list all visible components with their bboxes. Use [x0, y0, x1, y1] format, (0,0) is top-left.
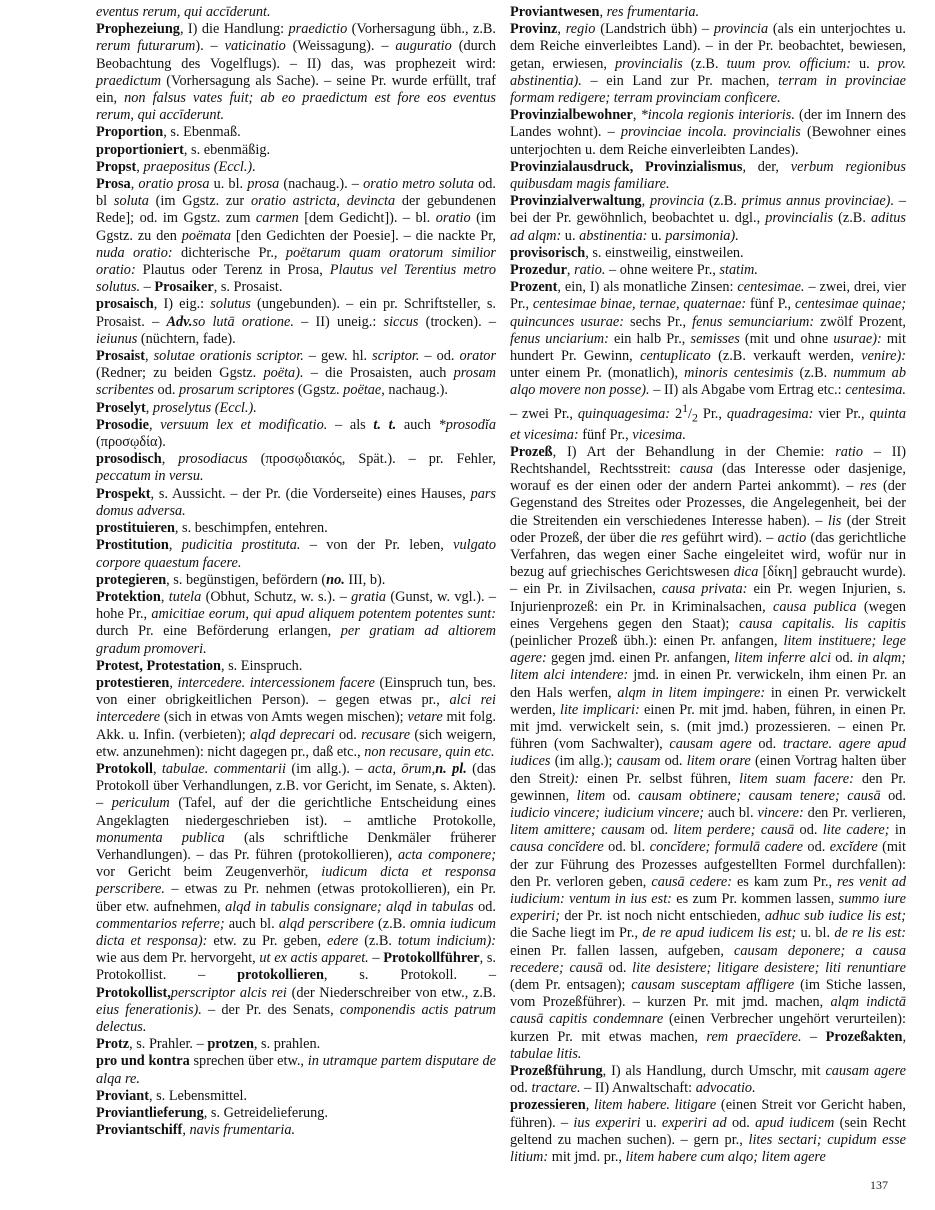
- dictionary-entry: eventus rerum, qui accīderunt.: [96, 4, 271, 20]
- dictionary-entry: Provinzialbewohner, *incola regionis interioris. (der im Innern des Landes wohnt). – provinciae incola. provincialis (Bewohner eines unterjochten u. dem Reiche einverleibten Landes).: [510, 107, 907, 158]
- dictionary-entry: Proviantlieferung, s. Getreidelieferung.: [96, 1105, 329, 1121]
- dictionary-entry: Prostitution, pudicitia prostituta. – von der Pr. leben, vulgato corpore quaestum facere.: [96, 537, 496, 571]
- dictionary-entry: Proviantwesen, res frumentaria.: [510, 4, 700, 20]
- dictionary-entry: provisorisch, s. einstweilig, einstweilen.: [510, 244, 744, 261]
- dictionary-entry: pro und kontra sprechen über etw., in utramque partem disputare de alqa re.: [96, 1053, 496, 1087]
- dictionary-entry: Prozedur, ratio. – ohne weitere Pr., statim.: [510, 262, 758, 279]
- dictionary-entry: Proviant, s. Lebensmittel.: [96, 1087, 248, 1104]
- dictionary-entry: prosodisch, prosodiacus (προσῳδιακός, Spät.). – pr. Fehler, peccatum in versu.: [96, 451, 496, 485]
- dictionary-entry: prosaisch, I) eig.: solutus (ungebunden). – ein pr. Schriftsteller, s. Prosaist. – Adv.so lutā oratione. – II) uneig.: siccus (trocken). – ieiunus (nüchtern, fade).: [96, 296, 497, 347]
- dictionary-entry: Proportion, s. Ebenmaß.: [96, 124, 241, 141]
- dictionary-entry: prozessieren, litem habere. litigare (einen Streit vor Gericht haben, führen). – ius experiri u. experiri ad od. apud iudicem (sein Recht geltend zu machen suchen). – gern pr., lites sectari; cupidum esse litium: mit jmd. pr., litem habere cum alqo; litem agere: [510, 1097, 907, 1166]
- left-column: [96, 4, 496, 1139]
- dictionary-entry: Protz, s. Prahler. – protzen, s. prahlen.: [96, 1036, 321, 1053]
- dictionary-entry: Provinzialausdruck, Provinzialismus, der, verbum regionibus quibusdam magis familiare.: [510, 158, 906, 193]
- dictionary-entry: Provinz, regio (Landstrich übh) – provincia (als ein unterjochtes u. dem Reiche einverleibtes Land). – in der Pr. beobachtet, bewiesen, getan, erwiesen, provincialis (z.B. tuum prov. officium: u. prov. abstinentia). – ein Land zur Pr. machen, terram in provinciae formam redigere; terram provinciam conficere.: [510, 21, 907, 107]
- dictionary-entry: Prosa, oratio prosa u. bl. prosa (nachaug.). – oratio metro soluta od. bl soluta (im Ggstz. zur oratio astricta, devincta der gebundenen Rede]; od. im Ggstz. zum carmen [dem Gedicht]). – bl. oratio (im Ggstz. zu den poëmata [den Gedichten der Poesie]. – die nackte Pr, nuda oratio: dichterische Pr., poëtarum quam oratorum similior oratio: Plautus oder Terenz in Prosa, Plautus vel Terentius metro solutus. – Prosaiker, s. Prosaist.: [96, 176, 496, 296]
- dictionary-entry: protestieren, intercedere. intercessionem facere (Einspruch tun, bes. von einer obrigkeitlichen Person). – gegen etwas pr., alci rei intercedere (sich in etwas von Amts wegen mischen); vetare mit folg. Akk. u. Infin. (verbieten); alqd deprecari od. recusare (sich weigern, etw. anzunehmen): nicht dagegen pr., daß etc., non recusare, quin etc.: [96, 674, 496, 760]
- dictionary-entry: Protokoll, tabulae. commentarii (im allg.). – acta, ōrum,n. pl. (das Protokoll über Verhandlungen, z.B. vor Gericht, im Senate, s. Akten). – periculum (Tafel, auf der die gerichtliche Entscheidung eines Angeklagten niedergeschrieben ist). – amtliche Protokolle, monumenta publica (als schriftliche Denkmäler früherer Verhandlungen). – das Pr. führen (protokollieren), acta componere; vor Gericht beim Zeugenverhör, iudicum dicta et responsa perscribere. – etwas zu Pr. nehmen (etwas protokollieren), ein Pr. über etw. aufnehmen, alqd in tabulis consignare; alqd in tabulas od. commentarios referre; auch bl. alqd perscribere (z.B. omnia iudicum dicta et responsa): etw. zu Pr. geben, edere (z.B. totum indicium): wie aus dem Pr. hervorgeht, ut ex actis apparet. – Protokollführer, s. Protokollist. – protokollieren, s. Protokoll. – Protokollist,perscriptor alcis rei (der Niederschreiber von etw., z.B. eius fenerationis). – der Pr. des Senats, componendis actis patrum delectus.: [96, 760, 497, 1035]
- dictionary-entry: Protektion, tutela (Obhut, Schutz, w. s.). – gratia (Gunst, w. vgl.). – hohe Pr., amicitiae eorum, qui apud aliquem potentem potentes sunt: durch Pr. eine Beförderung erlangen, per gratiam ad altiorem gradum promoveri.: [96, 588, 496, 657]
- page-number: 137: [870, 1178, 888, 1192]
- dictionary-entry: prostituieren, s. beschimpfen, entehren.: [96, 520, 328, 537]
- dictionary-entry: Prozeß, I) Art der Behandlung in der Chemie: ratio – II) Rechtshandel, Rechtsstreit: causa (das Interesse oder dasjenige, worauf es der einen oder der andern Partei ankommt). – res (der Gegenstand des Streites oder Prozesses, die Angelegenheit, bei der die Streitenden ein verschiedenes Interesse haben). – lis (der Streit oder Prozeß, der über die res geführt wird). – actio (das gerichtliche Verfahren, das wegen einer Sache eingeleitet wird, wofür nur in bezug auf griechisches Gerichtswesen dica [δίκη] gebraucht wurde). – ein Pr. in Zivilsachen, causa privata: ein Pr. wegen Injurien, s. Injurienprozeß: ein Pr. in Kriminalsachen, causa publica (wegen eines Vergehens gegen den Staat); causa capitalis. lis capitis (peinlicher Prozeß übh.): einen Pr. anfangen, litem instituere; lege agere: gegen jmd. einen Pr. anfangen, litem inferre alci od. in alqm; litem alci intendere: jmd. in einen Pr. verwickeln, ihm einen Pr. an den Hals werfen, alqm in litem impingere: in einen Pr. verwickelt werden, lite implicari: einen Pr. mit jmd. haben, führen, in einen Pr. mit jmd. verwickelt sein, s. (mit jmd.) prozessieren. – einen Pr. führen (vom Sachwalter), causam agere od. tractare. agere apud iudices (im allg.); causam od. litem orare (einen Vortrag halten über den Streit): einen Pr. selbst führen, litem suam facere: den Pr. gewinnen, litem od. causam obtinere; causam tenere; causā od. iudicio vincere; iudicium vincere; auch bl. vincere: den Pr. verlieren, litem amittere; causam od. litem perdere; causā od. lite cadere; in causa concĭdere od. bl. concĭdere; formulā cadere od. excĭdere (mit der zur Führung des Prozesses aufgestellten Formel durchfallen): den Pr. verloren geben, causā cedere: es kam zum Pr., res venit ad iudicium: ventum in ius est: es zum Pr. kommen lassen, summo iure experiri; der Pr. ist noch nicht entschieden, adhuc sub iudice lis est; die Sache liegt im Pr., de re apud iudicem lis est; u. bl. de re lis est: einen Pr. fallen lassen, aufgeben, causam deponere; a causa recedere; causā od. lite desistere; litigare desistere; liti renuntiare (dem Pr. entsagen); causam susceptam affligere (im Stiche lassen, vom Prozeßführer). – kurzen Pr. mit jmd. machen, alqm indictā causā capitis condemnare (einen Verbrecher ungehört verurteilen): kurzen Pr. mit etwas machen, rem praecīdere. – Prozeßakten, tabulae litis.: [510, 443, 907, 1062]
- dictionary-entry: Protest, Protestation, s. Einspruch.: [96, 657, 303, 674]
- dictionary-entry: Prophezeiung, I) die Handlung: praedictio (Vorhersagung übh., z.B. rerum futurarum). – vaticinatio (Weissagung). – auguratio (durch Beobachtung des Vogelflugs). – II) das, was prophezeit wird: praedictum (Vorhersagung als Sache). – seine Pr. wurde erfüllt, traf ein, non falsus vates fuit; ab eo praedictum est fore eos eventus rerum, qui accīderunt.: [96, 21, 497, 124]
- right-column: [510, 4, 906, 1166]
- dictionary-entry: Proselyt, proselytus (Eccl.).: [96, 399, 257, 416]
- dictionary-entry: Prospekt, s. Aussicht. – der Pr. (die Vorderseite) eines Hauses, pars domus adversa.: [96, 485, 496, 519]
- dictionary-entry: protegieren, s. begünstigen, befördern (no. III, b).: [96, 571, 386, 588]
- dictionary-entry: Proviantschiff, navis frumentaria.: [96, 1122, 296, 1139]
- dictionary-entry: Prozent, ein, I) als monatliche Zinsen: centesimae. – zwei, drei, vier Pr., centesimae binae, ternae, quaternae: fünf P., centesimae quinae; quincunces usurae: sechs Pr., fenus semunciarium: zwölf Prozent, fenus unciarium: ein halb Pr., semisses (mit und ohne usurae): mit hundert Pr. Gewinn, centuplicato (z.B. verkauft werden, venire): unter einem Pr. (monatlich), minoris centesimis (z.B. nummum ab alqo movere non posse). – II) als Abgabe vom Ertrag etc.: centesima. – zwei Pr., quinquagesima: $2^1/_2$ Pr., quadragesima: vier Pr., quinta et vicesima: fünf Pr., vicesima.: [510, 279, 907, 443]
- dictionary-entry: Propst, praepositus (Eccl.).: [96, 158, 256, 175]
- dictionary-entry: Prosodie, versuum lex et modificatio. – als t. t. auch *prosodĭa (προσῳδία).: [96, 416, 497, 451]
- dictionary-entry: Prozeßführung, I) als Handlung, durch Umschr, mit causam agere od. tractare. – II) Anwaltschaft: advocatio.: [510, 1063, 907, 1097]
- dictionary-entry: Prosaist, solutae orationis scriptor. – gew. hl. scriptor. – od. orator (Redner; zu beiden Ggstz. poëta). – die Prosaisten, auch prosam scribentes od. prosarum scriptores (Ggstz. poëtae, nachaug.).: [96, 348, 497, 399]
- dictionary-entry: Provinzialverwaltung, provincia (z.B. primus annus provinciae). – bei der Pr. gewöhnlich, beobachtet u. dgl., provincialis (z.B. aditus ad alqm: u. abstinentia: u. parsimonia).: [510, 193, 906, 244]
- dictionary-entry: proportioniert, s. ebenmäßig.: [96, 141, 271, 158]
